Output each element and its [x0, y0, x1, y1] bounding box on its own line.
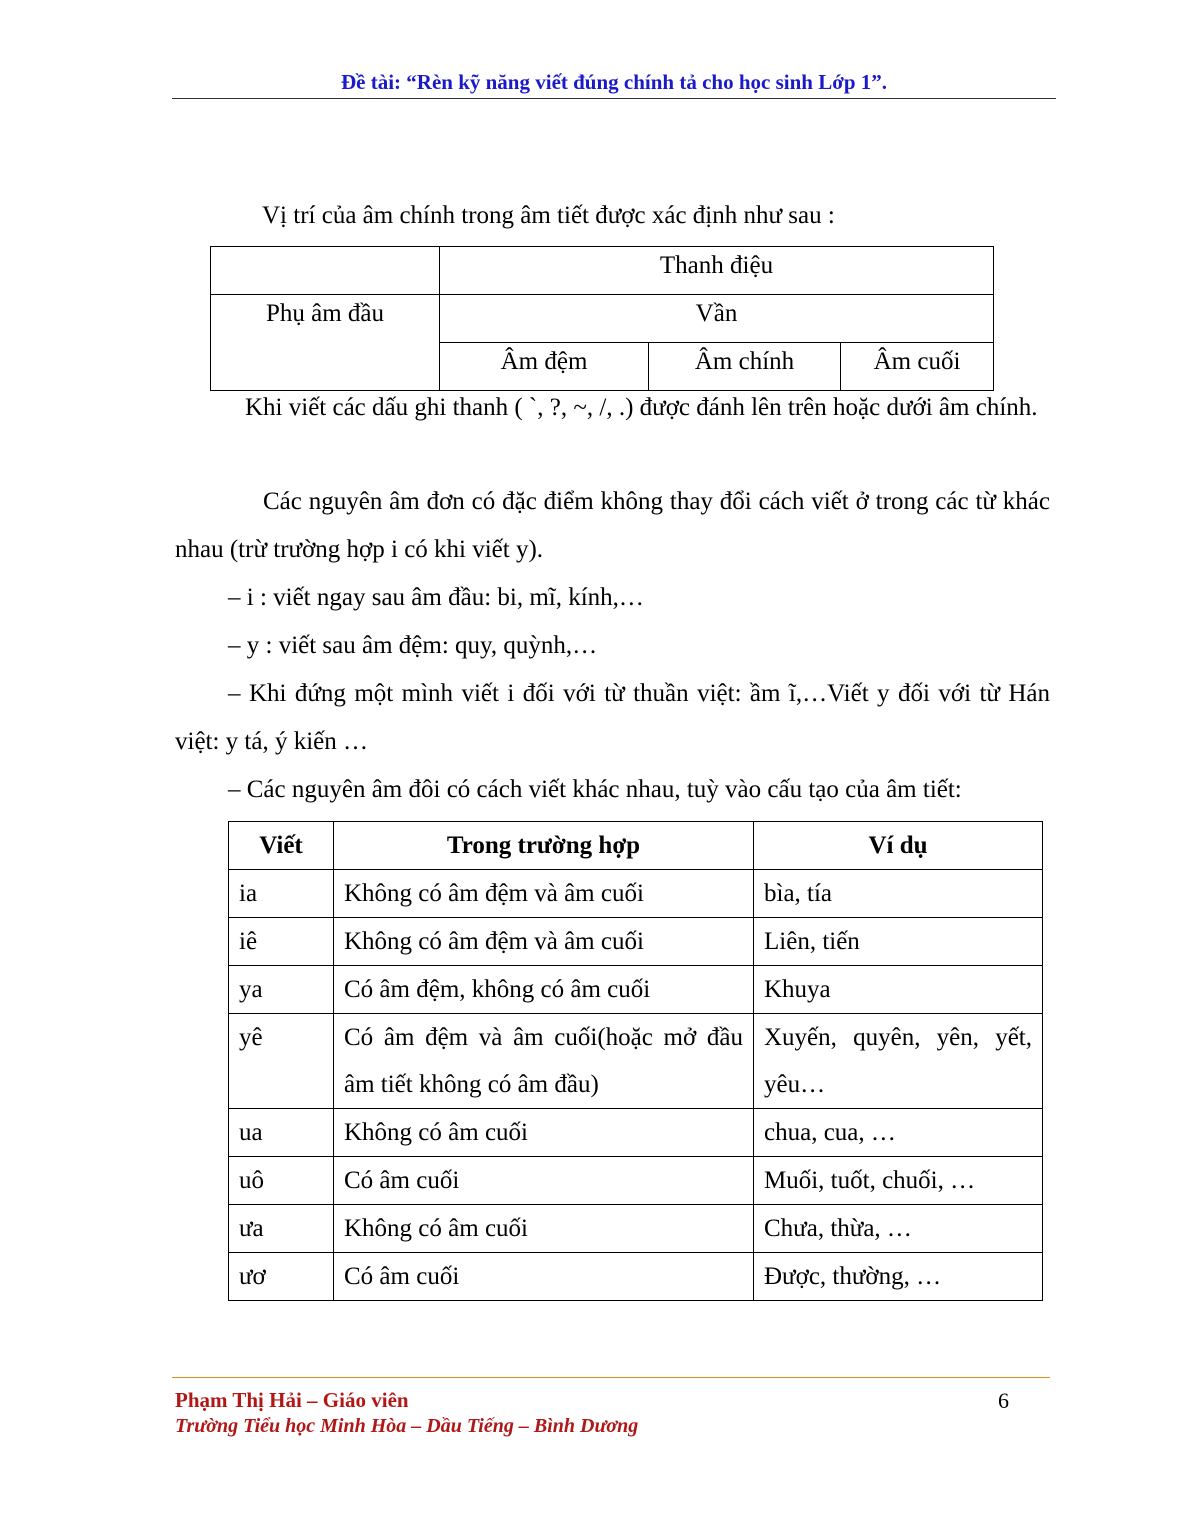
cell-example: chua, cua, …: [754, 1109, 1043, 1157]
paragraph-tone-marks: Khi viết các dấu ghi thanh ( `, ?, ~, /, .) được đánh lên trên hoặc dưới âm chính.: [245, 394, 1038, 421]
initial-consonant-cell: Phụ âm đầu: [211, 295, 440, 391]
bullet-standalone: [175, 670, 1050, 766]
footer-divider: [172, 1377, 1050, 1378]
rhyme-cell: Vần: [440, 295, 994, 343]
diphthong-table: [228, 821, 1043, 1301]
footer-school: Trường Tiểu học Minh Hòa – Dầu Tiếng – Bình Dương: [175, 1415, 639, 1437]
cell-example: Chưa, thừa, …: [754, 1205, 1043, 1253]
dash-marker: –: [228, 632, 241, 659]
header-divider: [172, 98, 1056, 99]
table-header-row: [229, 822, 1043, 870]
cell-vowel: ya: [229, 966, 334, 1014]
dash-marker: –: [228, 584, 241, 611]
page-number: 6: [998, 1388, 1009, 1413]
table-row: [229, 1109, 1043, 1157]
cell-vowel: ia: [229, 870, 334, 918]
cell-vowel: ươ: [229, 1253, 334, 1301]
table-row: [229, 1157, 1043, 1205]
cell-case: Có âm cuối: [334, 1157, 754, 1205]
cell-example: Liên, tiến: [754, 918, 1043, 966]
cell-case: Có âm đệm và âm cuối(hoặc mở đầu âm tiết không có âm đầu): [334, 1014, 754, 1109]
cell-example: Được, thường, …: [754, 1253, 1043, 1301]
bullet-text: Các nguyên âm đôi có cách viết khác nhau, tuỳ vào cấu tạo của âm tiết:: [246, 776, 962, 803]
cell-vowel: ua: [229, 1109, 334, 1157]
table-row: [229, 1253, 1043, 1301]
header-write: Viết: [229, 822, 334, 870]
tone-cell: Thanh điệu: [440, 247, 994, 295]
cell-case: Có âm cuối: [334, 1253, 754, 1301]
bullet-y: [228, 622, 1050, 670]
table-row: [229, 966, 1043, 1014]
bullet-i: [228, 574, 1050, 622]
dash-marker: –: [228, 680, 241, 707]
medial-cell: Âm đệm: [440, 343, 649, 391]
cell-vowel: ưa: [229, 1205, 334, 1253]
cell-case: Không có âm đệm và âm cuối: [334, 870, 754, 918]
cell-vowel: iê: [229, 918, 334, 966]
header-example: Ví dụ: [754, 822, 1043, 870]
cell-case: Không có âm cuối: [334, 1205, 754, 1253]
bullet-diphthongs: [228, 766, 1050, 814]
cell-case: Không có âm đệm và âm cuối: [334, 918, 754, 966]
cell-example: Muối, tuốt, chuối, …: [754, 1157, 1043, 1205]
empty-cell: [211, 247, 440, 295]
bullet-text: Khi đứng một mình viết i đối với từ thuần việt: ầm ĩ,…Viết y đối với từ Hán việt: y tá, ý kiến …: [175, 680, 1051, 755]
cell-case: Có âm đệm, không có âm cuối: [334, 966, 754, 1014]
footer-author: Phạm Thị Hải – Giáo viên: [175, 1388, 409, 1412]
paragraph-single-vowels: Các nguyên âm đơn có đặc điểm không thay đổi cách viết ở trong các từ khác nhau (trừ trường hợp i có khi viết y).: [175, 488, 1050, 563]
bullet-text: y : viết sau âm đệm: quy, quỳnh,…: [246, 632, 598, 659]
bullet-text: i : viết ngay sau âm đầu: bi, mĩ, kính,…: [246, 584, 644, 611]
table-row: [229, 870, 1043, 918]
cell-example: Xuyến, quyên, yên, yết, yêu…: [754, 1014, 1043, 1109]
cell-example: bìa, tía: [754, 870, 1043, 918]
dash-marker: –: [228, 776, 241, 803]
final-cell: Âm cuối: [841, 343, 994, 391]
table-row: [229, 918, 1043, 966]
cell-vowel: uô: [229, 1157, 334, 1205]
intro-text: Vị trí của âm chính trong âm tiết được xác định như sau :: [262, 202, 835, 229]
document-header-title: Đề tài: “Rèn kỹ năng viết đúng chính tả cho học sinh Lớp 1”.: [340, 70, 888, 94]
cell-case: Không có âm cuối: [334, 1109, 754, 1157]
cell-example: Khuya: [754, 966, 1043, 1014]
table-row: [229, 1014, 1043, 1109]
cell-vowel: yê: [229, 1014, 334, 1109]
header-case: Trong trường hợp: [334, 822, 754, 870]
main-vowel-cell: Âm chính: [649, 343, 841, 391]
table-row: [229, 1205, 1043, 1253]
syllable-structure-table: [210, 246, 994, 391]
